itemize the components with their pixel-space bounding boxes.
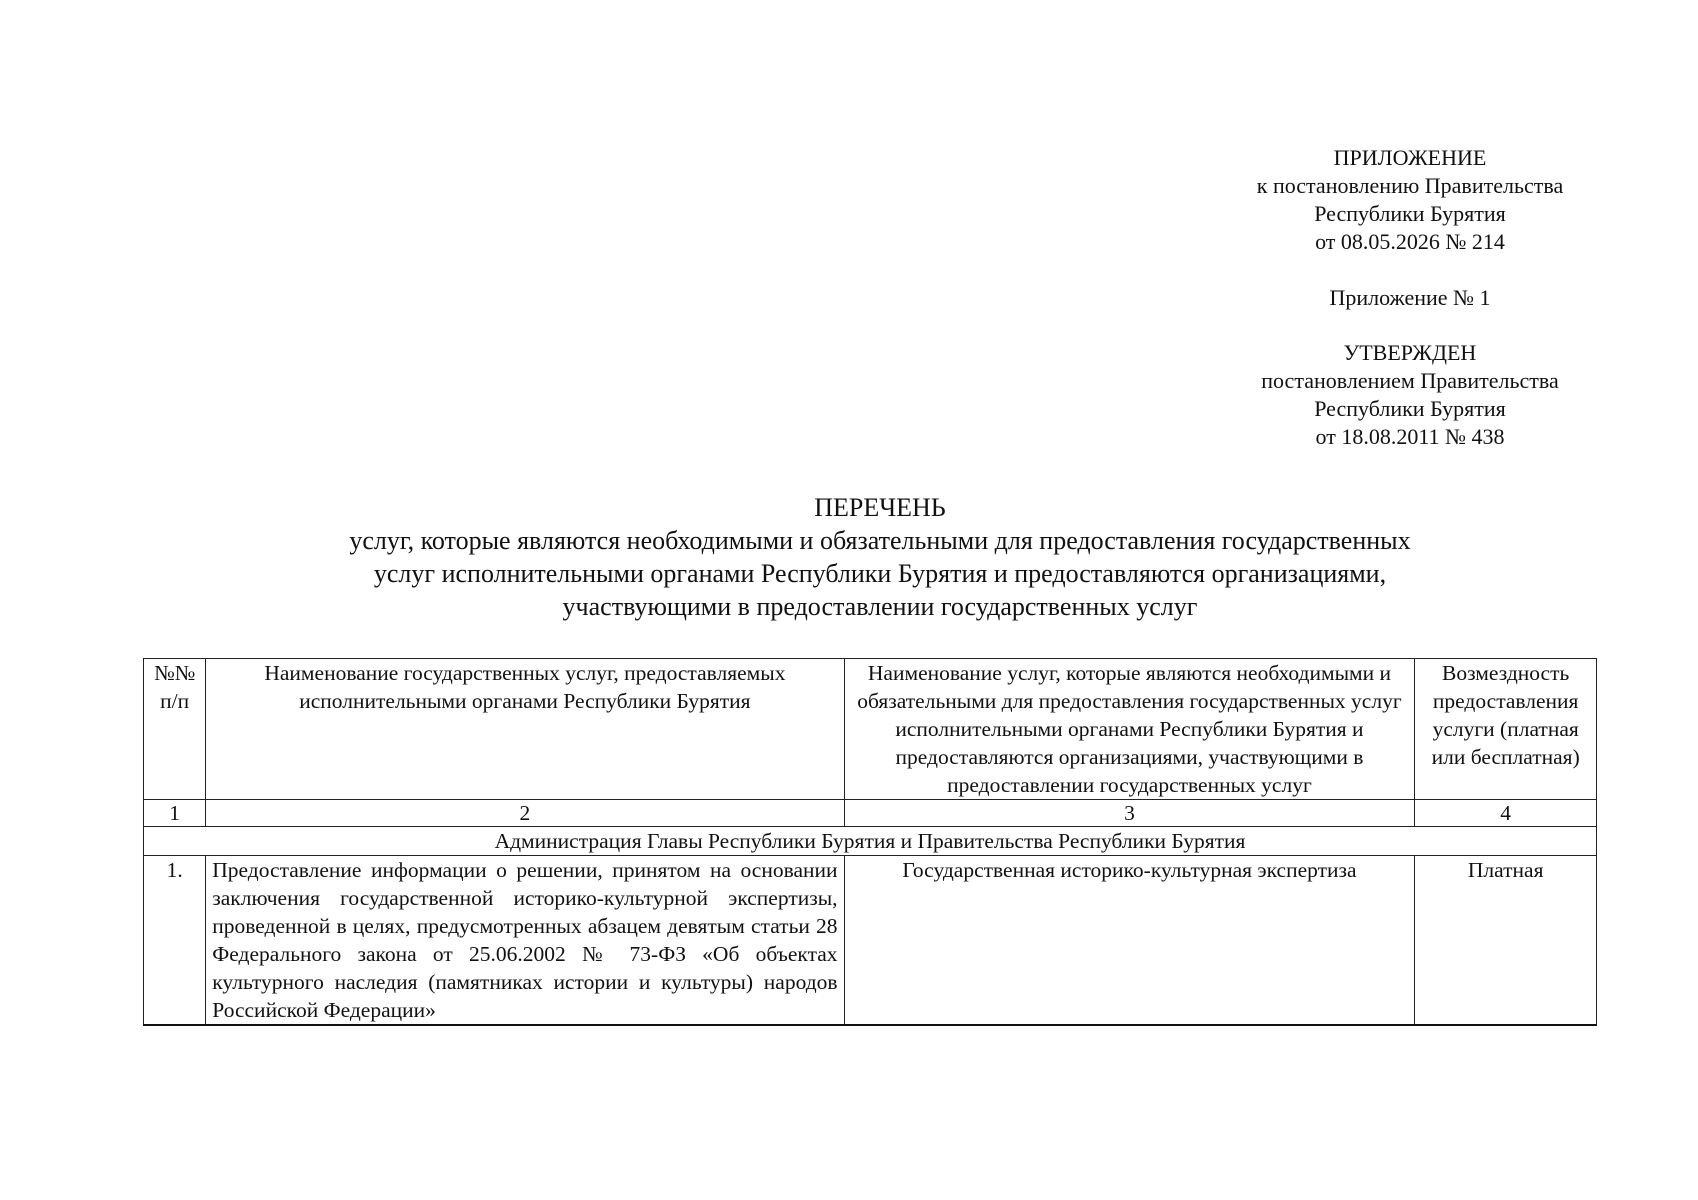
row-number: 1. xyxy=(144,856,206,1026)
row-required-service: Государственная историко-культурная экспертиза xyxy=(844,856,1415,1026)
appendix-number-block xyxy=(1230,284,1590,312)
approved-line-1: постановлением Правительства xyxy=(1261,368,1559,393)
document-title xyxy=(140,491,1620,623)
appendix-line-3: от 08.05.2026 № 214 xyxy=(1315,229,1505,254)
row-state-service: Предоставление информации о решении, принятом на основании заключения государственной историко-культурной экспертизы, проведенной в целях, предусмотренных абзацем девятым статьи 28 Федерального закона от 25.06.2002 № 73-ФЗ «Об объектах культурного наследия (памятниках истории и культуры) народов Российской Федерации» xyxy=(206,856,844,1026)
column-number-1: 1 xyxy=(144,800,206,827)
header-required-service: Наименование услуг, которые являются необходимыми и обязательными для предоставления государственных услуг исполнительными органами Республики Бурятия и предоставляются организациями, участвующими в предоставлении государственных услуг xyxy=(844,659,1415,800)
column-number-2: 2 xyxy=(206,800,844,827)
approved-line-3: от 18.08.2011 № 438 xyxy=(1315,424,1505,449)
table-row xyxy=(144,856,1597,1026)
title-heading: ПЕРЕЧЕНЬ xyxy=(814,493,946,522)
appendix-title: ПРИЛОЖЕНИЕ xyxy=(1333,145,1487,170)
appendix-line-1: к постановлению Правительства xyxy=(1256,173,1564,198)
header-payment: Возмездность предоставления услуги (платная или бесплатная) xyxy=(1415,659,1597,800)
column-numbers-row xyxy=(144,800,1597,827)
title-line-3: участвующими в предоставлении государственных услуг xyxy=(562,592,1198,621)
table-header-row xyxy=(144,659,1597,800)
column-number-3: 3 xyxy=(844,800,1415,827)
header-state-service: Наименование государственных услуг, предоставляемых исполнительными органами Республики Бурятия xyxy=(206,659,844,800)
section-row xyxy=(144,827,1597,856)
row-payment: Платная xyxy=(1415,856,1597,1026)
approved-block xyxy=(1230,339,1590,451)
approved-line-2: Республики Бурятия xyxy=(1314,396,1506,421)
appendix-block xyxy=(1230,144,1590,256)
title-line-2: услуг исполнительными органами Республики Бурятия и предоставляются организациями, xyxy=(373,559,1387,588)
title-line-1: услуг, которые являются необходимыми и обязательными для предоставления государственных xyxy=(349,526,1411,555)
appendix-line-2: Республики Бурятия xyxy=(1314,201,1506,226)
approved-title: УТВЕРЖДЕН xyxy=(1343,340,1477,365)
header-number: №№ п/п xyxy=(144,659,206,800)
column-number-4: 4 xyxy=(1415,800,1597,827)
services-table xyxy=(143,658,1597,1026)
appendix-number: Приложение № 1 xyxy=(1329,285,1491,310)
section-title: Администрация Главы Республики Бурятия и Правительства Республики Бурятия xyxy=(144,827,1597,856)
